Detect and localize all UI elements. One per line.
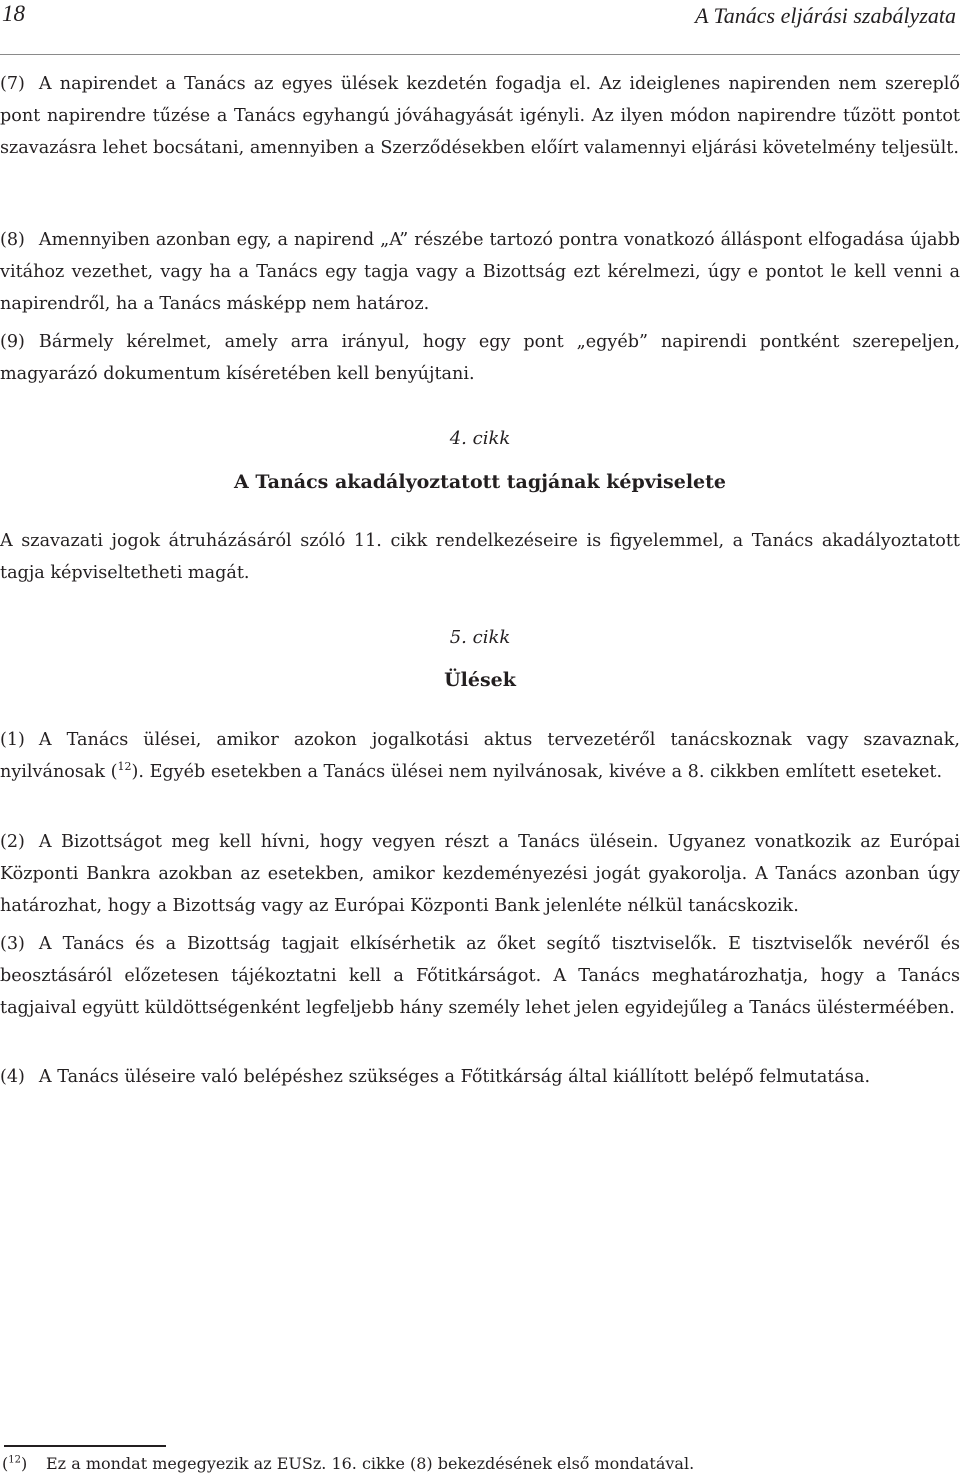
paragraph-number: (8)	[0, 230, 25, 250]
page-header	[0, 0, 960, 58]
paragraph-text: A Tanács üléseire való belépéshez szükséges a Főtitkárság által kiállított belépő felmutatása.	[38, 1067, 871, 1087]
paragraph-number: (3)	[0, 934, 25, 954]
article-5-paragraph-2	[0, 826, 960, 922]
paragraph-text: A Bizottságot meg kell hívni, hogy vegyen részt a Tanács ülésein. Ugyanez vonatkozik az Európai Központi Bankra azokban az esetekben, amikor kezdeményezési jogát gyakorolja. A Tanács azonban úgy határozhat, hogy a Bizottság vagy az Európai Központi Bank jelenléte nélkül tanácskozik.	[0, 832, 960, 916]
paragraph-text: Amennyiben azonban egy, a napirend „A” részébe tartozó pontra vonatkozó álláspont elfogadása újabb vitához vezethet, vagy ha a Tanács egy tagja vagy a Bizottság ezt kérelmezi, úgy e pontot le kell venni a napirendről, ha a Tanács másképp nem határoz.	[0, 230, 960, 314]
running-title: A Tanács eljárási szabályzata	[695, 3, 956, 28]
article-4-number: 4. cikk	[449, 428, 511, 449]
footnote-reference[interactable]: 12	[117, 760, 132, 774]
page-number: 18	[2, 1, 25, 26]
footnote	[2, 1453, 952, 1475]
article-4-title: A Tanács akadályoztatott tagjának képviselete	[233, 471, 726, 493]
article-5-title: Ülések	[444, 669, 516, 691]
paragraph-number: (4)	[0, 1067, 25, 1087]
paragraph-number: (7)	[0, 74, 25, 94]
article-5-paragraph-1	[0, 724, 960, 788]
article-5-number: 5. cikk	[449, 627, 511, 648]
paragraph-8	[0, 224, 960, 320]
paragraph-9	[0, 326, 960, 390]
paragraph-text: A napirendet a Tanács az egyes ülések kezdetén fogadja el. Az ideiglenes napirenden nem szereplő pont napirendre tűzése a Tanács egyhangú jóváhagyását igényli. Az ilyen módon napirendre tűzött pontot szavazásra lehet bocsátani, amennyiben a Szerződésekben előírt valamennyi eljárási követelmény teljesült.	[0, 74, 960, 158]
paragraph-text: Bármely kérelmet, amely arra irányul, hogy egy pont „egyéb” napirendi pontként szerepeljen, magyarázó dokumentum kíséretében kell benyújtani.	[0, 332, 960, 384]
paragraph-text-continued: ). Egyéb esetekben a Tanács ülései nem nyilvánosak, kivéve a 8. cikkben említett eseteket.	[131, 762, 943, 782]
footnote-marker: ($^{12}$)	[2, 1454, 28, 1473]
paragraph-number: (2)	[0, 832, 25, 852]
footnote-separator	[4, 1445, 166, 1447]
article-4-paragraph: A szavazati jogok átruházásáról szóló 11. cikk rendelkezéseire is figyelemmel, a Tanács akadályoztatott tagja képviseltetheti magát.	[0, 531, 960, 583]
footnote-text: Ez a mondat megegyezik az EUSz. 16. cikke (8) bekezdésének első mondatával.	[46, 1454, 695, 1473]
paragraph-number: (1)	[0, 730, 25, 750]
paragraph-text: A Tanács és a Bizottság tagjait elkísérhetik az őket segítő tisztviselők. E tisztviselők nevéről és beosztásáról előzetesen tájékoztatni kell a Főtitkárságot. A Tanács meghatározhatja, hogy a Tanács tagjaival együtt küldöttségenként legfeljebb hány személy lehet jelen egyidejűleg a Tanács ülésterméében.	[0, 934, 960, 1018]
paragraph-number: (9)	[0, 332, 25, 352]
article-5-paragraph-3	[0, 928, 960, 1024]
article-5-paragraph-4	[0, 1061, 960, 1093]
paragraph-text: A Tanács ülései, amikor azokon jogalkotási aktus tervezetéről tanácskoznak vagy szavaznak, nyilvánosak (	[0, 730, 960, 782]
paragraph-7	[0, 68, 960, 164]
header-rule	[0, 54, 960, 55]
